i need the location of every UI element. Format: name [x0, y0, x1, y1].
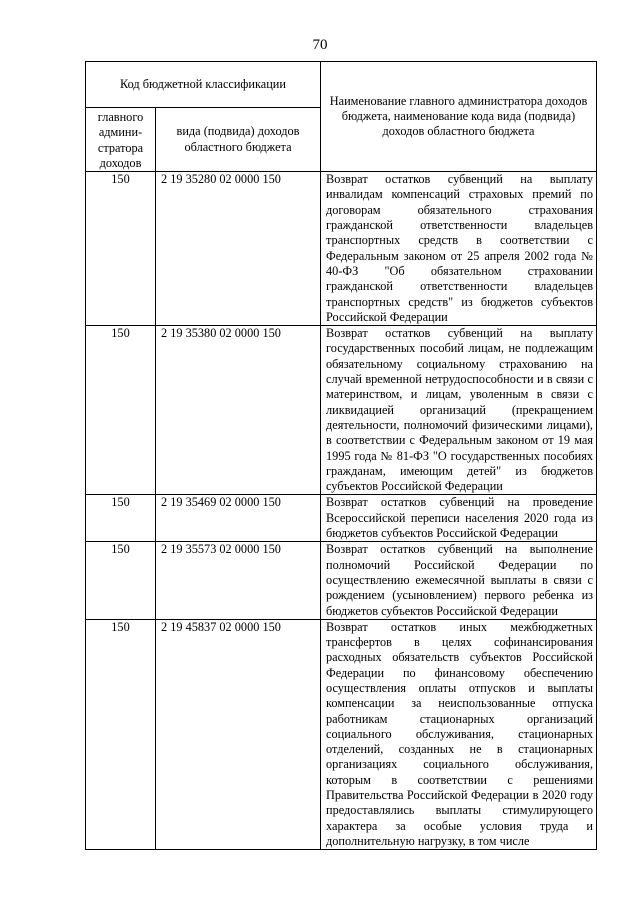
table-row: [86, 619, 597, 849]
income-code-cell: 2 19 45837 02 0000 150: [156, 619, 321, 849]
description-cell: Возврат остатков субвенций на выплату государственных пособий лицам, не подлежащим обязательному социальному страхованию на случай временной нетрудоспособности и в связи с материнством, и лицам, уволенным в связи с ликвидацией организаций (прекращением деятельности, полномочий физическими лицами), в соответствии с Федеральным законом от 19 мая 1995 года № 81-ФЗ "О государственных пособиях гражданам, имеющим детей" из бюджетов субъектов Российской Федерации: [321, 326, 597, 495]
description-cell: Возврат остатков субвенций на проведение Всероссийской переписи населения 2020 года из бюджетов субъектов Российской Федерации: [321, 495, 597, 542]
description-cell: Возврат остатков субвенций на выполнение полномочий Российской Федерации по осуществлению ежемесячной выплаты в связи с рождением (усыновлением) первого ребенка из бюджетов субъектов Российской Федерации: [321, 542, 597, 619]
income-code-cell: 2 19 35573 02 0000 150: [156, 542, 321, 619]
header-admin-column: главного админи-стратора доходов: [86, 108, 156, 172]
income-code-cell: 2 19 35469 02 0000 150: [156, 495, 321, 542]
income-code-cell: 2 19 35380 02 0000 150: [156, 326, 321, 495]
income-code-cell: 2 19 35280 02 0000 150: [156, 172, 321, 326]
header-row-top: [86, 62, 597, 108]
header-code-group: Код бюджетной классификации: [86, 62, 321, 108]
page-number: 70: [312, 37, 328, 53]
description-cell: Возврат остатков иных межбюджетных трансфертов в целях софинансирования расходных обязательств субъектов Российской Федерации по финансовому обеспечению осуществления оплаты отпусков и выплаты компенсации за неиспользованные отпуска работникам стационарных организаций социального обслуживания, стационарных отделений, созданных не в стационарных организациях социального обслуживания, которым в соответствии с решениями Правительства Российской Федерации в 2020 году предоставлялись выплаты стимулирующего характера за особые условия труда и дополнительную нагрузку, в том числе: [321, 619, 597, 849]
table-row: [86, 495, 597, 542]
table-row: [86, 172, 597, 326]
header-income-column: вида (подвида) доходов областного бюджета: [156, 108, 321, 172]
admin-code-cell: 150: [86, 619, 156, 849]
admin-code-cell: 150: [86, 542, 156, 619]
admin-code-cell: 150: [86, 172, 156, 326]
budget-classification-table: [85, 61, 597, 850]
table-row: [86, 326, 597, 495]
admin-code-cell: 150: [86, 495, 156, 542]
table-row: [86, 542, 597, 619]
header-name-column: Наименование главного администратора доходов бюджета, наименование кода вида (подвида) доходов областного бюджета: [321, 62, 597, 172]
description-cell: Возврат остатков субвенций на выплату инвалидам компенсаций страховых премий по договорам обязательного страхования гражданской ответственности владельцев транспортных средств в соответствии с Федеральным законом от 25 апреля 2002 года № 40-ФЗ "Об обязательном страховании гражданской ответственности владельцев транспортных средств" из бюджетов субъектов Российской Федерации: [321, 172, 597, 326]
admin-code-cell: 150: [86, 326, 156, 495]
